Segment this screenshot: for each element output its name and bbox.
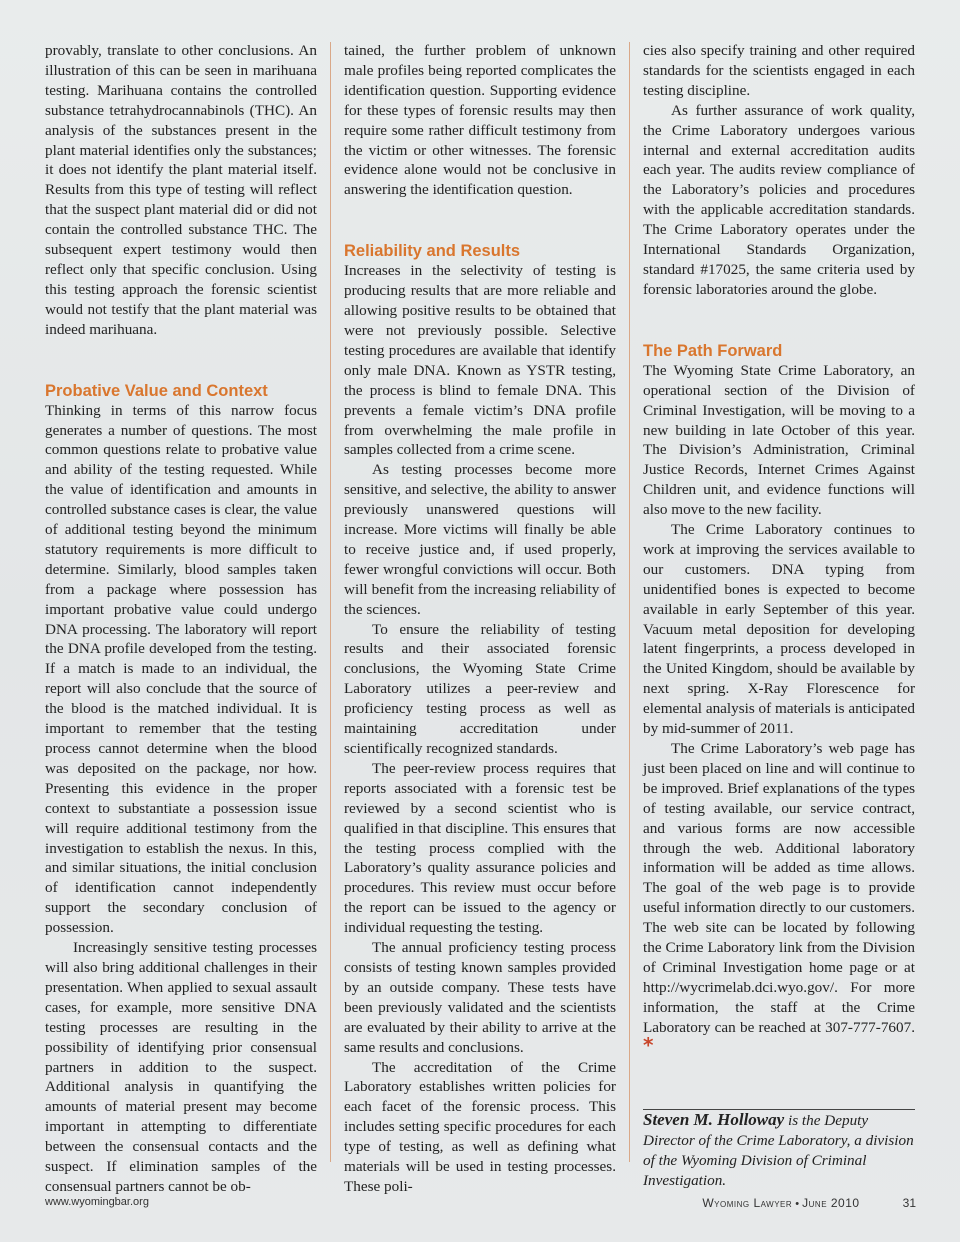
paragraph: tained, the further problem of unknown male profiles being reported complicates the identification question. Supporting evidence for these types of forensic results may then require some rather difficult testimony from the victim or other witnesses. The forensic evidence alone would not be conclusive in answering the identification question. xyxy=(344,42,616,199)
paragraph: Thinking in terms of this narrow focus generates a number of questions. The most common questions relate to probative value and ability of the testing requested. While the value of identification and amounts in controlled substance cases is clear, the value of additional testing beyond the minimum statutory requirements is more difficult to determine. Similarly, blood samples taken from a package where possession has important probative value could undergo DNA processing. The laboratory will report the DNA profile developed from the testing. If a match is made to an individual, the report will also conclude that the source of the blood is the matched individual. It is important to remember that the testing process cannot determine when the blood was deposited on the package, nor how. Presenting this evidence in the proper context to substantiate a possession issue will require additional testimony from the investigation to establish the nexus. In this, and similar situations, the initial conclusion of identification cannot independently support the secondary conclusion of possession. xyxy=(45,401,317,937)
column-divider xyxy=(629,42,630,1162)
column-2 xyxy=(344,41,616,1197)
paragraph-text: The Crime Laboratory’s web page has just been placed on line and will continue to be improved. Brief explanations of the types of testing available, our service contract, and various forms are now accessible through the web. Additional laboratory information will be added as time allows. The goal of the web page is to provide useful information directly to our customers. The web site can be located by following the Crime Laboratory link from the Division of Criminal Investigation home page or at http://wycrimelab.dci.wyo.gov/. For more information, the staff at the Crime Laboratory can be reached at 307-777-7607. xyxy=(643,740,915,1036)
author-bio-text: is the Deputy Director of the Crime Laboratory, a division of the Wyoming Division of Criminal Investigation. xyxy=(643,1111,914,1189)
author-bio xyxy=(643,1110,915,1191)
paragraph: cies also specify training and other required standards for the scientists engaged in each testing discipline. xyxy=(643,42,915,99)
footer-website-link[interactable]: www.wyomingbar.org xyxy=(45,1196,149,1208)
issue-date: June 2010 xyxy=(802,1196,860,1210)
paragraph-text: The Wyoming State Crime Laboratory, an operational section of the Division of Criminal Investigation, will be moving to a new building in late October of this year. The Division’s Administration, Criminal Justice Records, Internet Crimes Against Children unit, and evidence functions will also move to the new facility. xyxy=(643,361,915,519)
magazine-name: Wyoming Lawyer xyxy=(702,1196,793,1210)
column-1 xyxy=(45,41,317,1197)
section-heading-probative-value: Probative Value and Context xyxy=(45,381,268,400)
paragraph: Increasingly sensitive testing processes will also bring additional challenges in their presentation. When applied to sexual assault cases, for example, more sensitive DNA testing processes are resulting in the possibility of identifying prior consensual partners in addition to the suspect. Additional analysis in quantifying the amounts of material present may become important in attempting to differentiate between the consensual contacts and the suspect. If elimination samples of the consensual partners cannot be ob- xyxy=(45,939,317,1195)
paragraph xyxy=(643,739,915,1058)
section-heading-reliability: Reliability and Results xyxy=(344,242,521,261)
page-footer xyxy=(45,1196,916,1214)
footer-publication xyxy=(702,1196,916,1210)
paragraph: The accreditation of the Crime Laboratory establishes written policies for each facet of the forensic process. This includes setting specific procedures for each type of testing, as well as defining what materials will be used in testing processes. These poli- xyxy=(344,1058,616,1195)
paragraph: The peer-review process requires that reports associated with a forensic test be reviewed by a second scientist who is qualified in that discipline. This ensures that the testing process complied with the Laboratory’s quality assurance policies and procedures. This review must occur before the report can be issued to the agency or individual requesting the testing. xyxy=(344,759,616,937)
column-divider xyxy=(330,42,331,1162)
author-name: Steven M. Holloway xyxy=(643,1109,785,1129)
paragraph xyxy=(643,361,915,520)
paragraph: Increases in the selectivity of testing is producing results that are more reliable and allowing positive results to be obtained that were not previously possible. Selective testing procedures are available that identify only male DNA. Known as YSTR testing, the process is blind to female DNA. This prevents a female victim’s DNA profile from overwhelming the male profile in samples collected from a crime scene. xyxy=(344,262,616,459)
paragraph: The Crime Laboratory continues to work at improving the services available to our customers. DNA typing from unidentified bones is expected to become available in early September of this year. Vacuum metal deposition for developing latent fingerprints, a process developed in the United Kingdom, should be available by next spring. X-Ray Florescence for elemental analysis of materials is anticipated by mid-summer of 2011. xyxy=(643,521,916,738)
end-mark-icon: * xyxy=(643,1032,654,1057)
paragraph: To ensure the reliability of testing results and their associated forensic conclusions, the Wyoming State Crime Laboratory utilizes a peer-review and proficiency testing process as well as maintaining accreditation under scientifically recognized standards. xyxy=(344,620,616,757)
column-3 xyxy=(643,41,915,1191)
page-number: 31 xyxy=(902,1196,916,1210)
paragraph: As further assurance of work quality, the Crime Laboratory undergoes various internal and external accreditation audits each year. The audits review compliance of the Laboratory’s policies and procedures with the applicable accreditation standards. The Crime Laboratory operates under the International Standards Organization, standard #17025, the same criteria used by forensic laboratories around the globe. xyxy=(643,101,915,298)
paragraph: The annual proficiency testing process consists of testing known samples provided by an outside company. These tests have been previously validated and the scientists are evaluated by their ability to arrive at the same results and conclusions. xyxy=(344,939,616,1056)
section-heading-path-forward: The Path Forward xyxy=(643,341,783,360)
footer-separator: • xyxy=(795,1198,800,1210)
paragraph: provably, translate to other conclusions. An illustration of this can be seen in marihuana testing. Marihuana contains the controlled substance tetrahydrocannabinols (THC). An analysis of the substances present in the plant material identifies only the substances; it does not identify the plant material itself. Results from this type of testing will reflect that the suspect plant material did or did not contain the controlled substance THC. The subsequent expert testimony would then reflect only that specific conclusion. Using this testing approach the forensic scientist would not testify that the plant material was indeed marihuana. xyxy=(45,42,317,338)
paragraph: As testing processes become more sensitive, and selective, the ability to answer previously unanswered questions will increase. More victims will finally be able to receive justice and, if used properly, fewer wrongful convictions will occur. Both will benefit from the increasing reliability of the sciences. xyxy=(344,461,616,618)
